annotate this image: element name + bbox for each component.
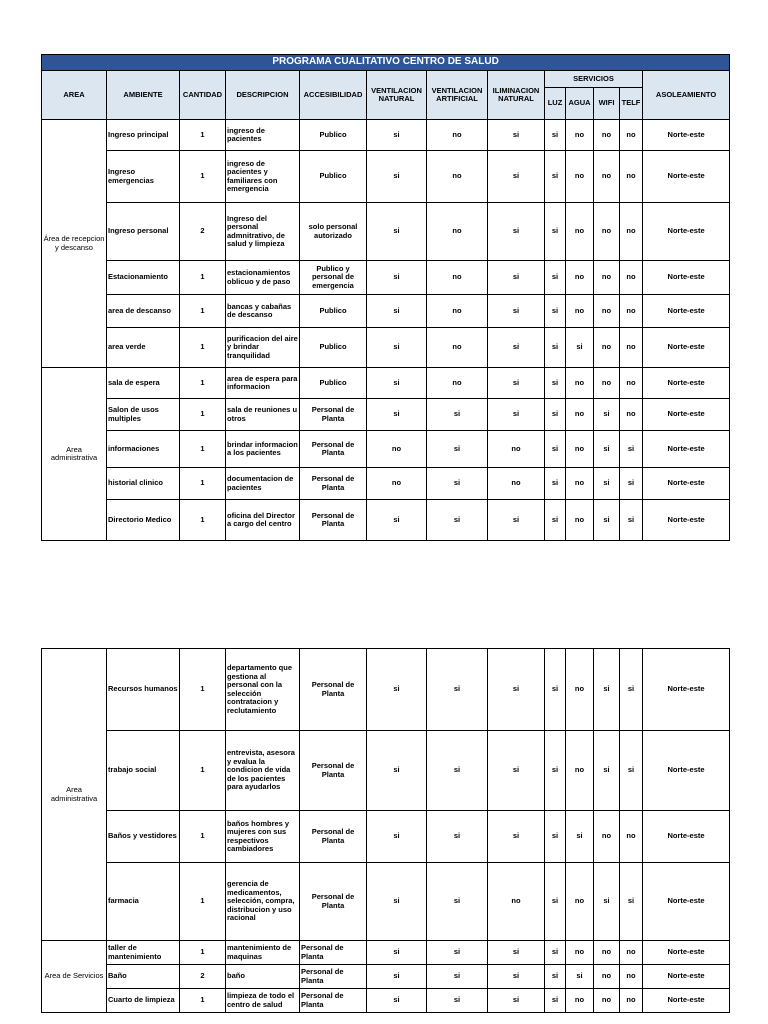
ambiente-cell: Salon de usos multiples bbox=[107, 399, 180, 431]
accesibilidad-cell: Publico bbox=[300, 368, 367, 399]
iluminacion-natural-cell: si bbox=[488, 151, 545, 203]
ventilacion-artificial-cell: si bbox=[427, 863, 488, 941]
descripcion-cell: oficina del Director a cargo del centro bbox=[226, 500, 300, 541]
cantidad-cell: 1 bbox=[180, 811, 226, 863]
agua-cell: si bbox=[566, 811, 594, 863]
asoleamiento-cell: Norte-este bbox=[643, 368, 730, 399]
cantidad-cell: 2 bbox=[180, 965, 226, 989]
accesibilidad-cell: Personal de Planta bbox=[300, 468, 367, 500]
accesibilidad-cell: Publico bbox=[300, 120, 367, 151]
cantidad-cell: 1 bbox=[180, 431, 226, 468]
ventilacion-natural-cell: si bbox=[367, 368, 427, 399]
table-title: PROGRAMA CUALITATIVO CENTRO DE SALUD bbox=[42, 55, 730, 71]
ventilacion-artificial-cell: si bbox=[427, 811, 488, 863]
ventilacion-artificial-cell: no bbox=[427, 368, 488, 399]
header-asoleamiento: ASOLEAMIENTO bbox=[643, 71, 730, 120]
asoleamiento-cell: Norte-este bbox=[643, 295, 730, 328]
asoleamiento-cell: Norte-este bbox=[643, 965, 730, 989]
accesibilidad-cell: Publico bbox=[300, 295, 367, 328]
iluminacion-natural-cell: si bbox=[488, 731, 545, 811]
ventilacion-artificial-cell: no bbox=[427, 261, 488, 295]
luz-cell: si bbox=[545, 500, 566, 541]
asoleamiento-cell: Norte-este bbox=[643, 328, 730, 368]
ambiente-cell: Ingreso emergencias bbox=[107, 151, 180, 203]
telf-cell: si bbox=[620, 731, 643, 811]
cantidad-cell: 1 bbox=[180, 731, 226, 811]
ambiente-cell: Recursos humanos bbox=[107, 649, 180, 731]
iluminacion-natural-cell: si bbox=[488, 261, 545, 295]
ventilacion-natural-cell: si bbox=[367, 151, 427, 203]
luz-cell: si bbox=[545, 811, 566, 863]
ventilacion-artificial-cell: si bbox=[427, 399, 488, 431]
ambiente-cell: Cuarto de limpieza bbox=[107, 989, 180, 1013]
area-cell: Área de recepcion y descanso bbox=[42, 120, 107, 368]
header-ambiente: AMBIENTE bbox=[107, 71, 180, 120]
wifi-cell: si bbox=[594, 863, 620, 941]
ventilacion-natural-cell: si bbox=[367, 203, 427, 261]
wifi-cell: si bbox=[594, 500, 620, 541]
asoleamiento-cell: Norte-este bbox=[643, 120, 730, 151]
cantidad-cell: 1 bbox=[180, 989, 226, 1013]
cantidad-cell: 1 bbox=[180, 500, 226, 541]
table-row bbox=[42, 863, 730, 941]
telf-cell: si bbox=[620, 863, 643, 941]
table-row bbox=[42, 399, 730, 431]
ventilacion-artificial-cell: si bbox=[427, 989, 488, 1013]
iluminacion-natural-cell: si bbox=[488, 500, 545, 541]
telf-cell: no bbox=[620, 368, 643, 399]
ventilacion-natural-cell: si bbox=[367, 863, 427, 941]
ambiente-cell: area verde bbox=[107, 328, 180, 368]
wifi-cell: si bbox=[594, 431, 620, 468]
agua-cell: si bbox=[566, 328, 594, 368]
accesibilidad-cell: Personal de Planta bbox=[300, 863, 367, 941]
accesibilidad-cell: Personal de Planta bbox=[300, 500, 367, 541]
luz-cell: si bbox=[545, 731, 566, 811]
asoleamiento-cell: Norte-este bbox=[643, 151, 730, 203]
descripcion-cell: documentacion de pacientes bbox=[226, 468, 300, 500]
agua-cell: si bbox=[566, 965, 594, 989]
header-telf: TELF bbox=[620, 88, 643, 120]
wifi-cell: si bbox=[594, 468, 620, 500]
asoleamiento-cell: Norte-este bbox=[643, 811, 730, 863]
descripcion-cell: baño bbox=[226, 965, 300, 989]
ambiente-cell: historial clinico bbox=[107, 468, 180, 500]
ambiente-cell: farmacia bbox=[107, 863, 180, 941]
ventilacion-artificial-cell: no bbox=[427, 120, 488, 151]
header-luz: LUZ bbox=[545, 88, 566, 120]
accesibilidad-cell: Personal de Planta bbox=[300, 731, 367, 811]
telf-cell: si bbox=[620, 468, 643, 500]
telf-cell: no bbox=[620, 989, 643, 1013]
table-row bbox=[42, 120, 730, 151]
wifi-cell: no bbox=[594, 328, 620, 368]
header-area: AREA bbox=[42, 71, 107, 120]
ventilacion-artificial-cell: si bbox=[427, 965, 488, 989]
telf-cell: no bbox=[620, 941, 643, 965]
iluminacion-natural-cell: si bbox=[488, 203, 545, 261]
ventilacion-artificial-cell: no bbox=[427, 203, 488, 261]
descripcion-cell: purificacion del aire y brindar tranquilidad bbox=[226, 328, 300, 368]
cantidad-cell: 1 bbox=[180, 151, 226, 203]
luz-cell: si bbox=[545, 863, 566, 941]
ventilacion-natural-cell: no bbox=[367, 431, 427, 468]
telf-cell: no bbox=[620, 328, 643, 368]
accesibilidad-cell: Personal de Planta bbox=[300, 811, 367, 863]
ventilacion-natural-cell: no bbox=[367, 468, 427, 500]
header-ventilacion-natural: VENTILACION NATURAL bbox=[367, 71, 427, 120]
asoleamiento-cell: Norte-este bbox=[643, 431, 730, 468]
descripcion-cell: area de espera para informacion bbox=[226, 368, 300, 399]
descripcion-cell: departamento que gestiona al personal con la selección contratacion y reclutamiento bbox=[226, 649, 300, 731]
table-1-body bbox=[42, 120, 730, 541]
wifi-cell: no bbox=[594, 203, 620, 261]
accesibilidad-cell: solo personal autorizado bbox=[300, 203, 367, 261]
table-row bbox=[42, 368, 730, 399]
asoleamiento-cell: Norte-este bbox=[643, 399, 730, 431]
luz-cell: si bbox=[545, 649, 566, 731]
ventilacion-natural-cell: si bbox=[367, 989, 427, 1013]
iluminacion-natural-cell: si bbox=[488, 941, 545, 965]
table-row bbox=[42, 649, 730, 731]
luz-cell: si bbox=[545, 120, 566, 151]
luz-cell: si bbox=[545, 941, 566, 965]
descripcion-cell: gerencia de medicamentos, selección, compra, distribucion y uso racional bbox=[226, 863, 300, 941]
programa-table-2 bbox=[41, 648, 730, 1013]
accesibilidad-cell: Personal de Planta bbox=[300, 649, 367, 731]
cantidad-cell: 2 bbox=[180, 203, 226, 261]
ambiente-cell: area de descanso bbox=[107, 295, 180, 328]
iluminacion-natural-cell: si bbox=[488, 120, 545, 151]
header-agua: AGUA bbox=[566, 88, 594, 120]
ambiente-cell: informaciones bbox=[107, 431, 180, 468]
luz-cell: si bbox=[545, 151, 566, 203]
ventilacion-artificial-cell: si bbox=[427, 731, 488, 811]
iluminacion-natural-cell: si bbox=[488, 811, 545, 863]
ambiente-cell: Ingreso personal bbox=[107, 203, 180, 261]
wifi-cell: no bbox=[594, 965, 620, 989]
agua-cell: no bbox=[566, 649, 594, 731]
ventilacion-artificial-cell: no bbox=[427, 151, 488, 203]
table-row bbox=[42, 261, 730, 295]
ambiente-cell: Estacionamiento bbox=[107, 261, 180, 295]
descripcion-cell: Ingreso del personal admnitrativo, de salud y limpieza bbox=[226, 203, 300, 261]
ventilacion-artificial-cell: si bbox=[427, 941, 488, 965]
wifi-cell: si bbox=[594, 399, 620, 431]
ventilacion-natural-cell: si bbox=[367, 941, 427, 965]
table-row bbox=[42, 500, 730, 541]
ventilacion-artificial-cell: si bbox=[427, 468, 488, 500]
programa-table-1 bbox=[41, 54, 730, 541]
luz-cell: si bbox=[545, 368, 566, 399]
luz-cell: si bbox=[545, 295, 566, 328]
asoleamiento-cell: Norte-este bbox=[643, 500, 730, 541]
telf-cell: no bbox=[620, 399, 643, 431]
table-row bbox=[42, 731, 730, 811]
header-iluminacion-natural: ILIMINACION NATURAL bbox=[488, 71, 545, 120]
wifi-cell: si bbox=[594, 731, 620, 811]
cantidad-cell: 1 bbox=[180, 649, 226, 731]
header-cantidad: CANTIDAD bbox=[180, 71, 226, 120]
table-row bbox=[42, 203, 730, 261]
cantidad-cell: 1 bbox=[180, 328, 226, 368]
wifi-cell: no bbox=[594, 120, 620, 151]
asoleamiento-cell: Norte-este bbox=[643, 863, 730, 941]
agua-cell: no bbox=[566, 120, 594, 151]
cantidad-cell: 1 bbox=[180, 863, 226, 941]
asoleamiento-cell: Norte-este bbox=[643, 731, 730, 811]
ambiente-cell: sala de espera bbox=[107, 368, 180, 399]
luz-cell: si bbox=[545, 203, 566, 261]
luz-cell: si bbox=[545, 399, 566, 431]
ambiente-cell: Directorio Medico bbox=[107, 500, 180, 541]
accesibilidad-cell: Publico bbox=[300, 151, 367, 203]
asoleamiento-cell: Norte-este bbox=[643, 989, 730, 1013]
ventilacion-natural-cell: si bbox=[367, 328, 427, 368]
ventilacion-artificial-cell: si bbox=[427, 431, 488, 468]
iluminacion-natural-cell: no bbox=[488, 863, 545, 941]
ventilacion-natural-cell: si bbox=[367, 811, 427, 863]
accesibilidad-cell: Publico y personal de emergencia bbox=[300, 261, 367, 295]
iluminacion-natural-cell: si bbox=[488, 965, 545, 989]
asoleamiento-cell: Norte-este bbox=[643, 203, 730, 261]
telf-cell: no bbox=[620, 120, 643, 151]
descripcion-cell: ingreso de pacientes y familiares con emergencia bbox=[226, 151, 300, 203]
accesibilidad-cell: Publico bbox=[300, 328, 367, 368]
descripcion-cell: ingreso de pacientes bbox=[226, 120, 300, 151]
iluminacion-natural-cell: si bbox=[488, 649, 545, 731]
wifi-cell: no bbox=[594, 151, 620, 203]
ventilacion-natural-cell: si bbox=[367, 295, 427, 328]
descripcion-cell: baños hombres y mujeres con sus respectivos cambiadores bbox=[226, 811, 300, 863]
telf-cell: no bbox=[620, 965, 643, 989]
header-accesibilidad: ACCESIBILIDAD bbox=[300, 71, 367, 120]
ambiente-cell: Baño bbox=[107, 965, 180, 989]
ventilacion-artificial-cell: no bbox=[427, 295, 488, 328]
luz-cell: si bbox=[545, 328, 566, 368]
area-cell: Area administrativa bbox=[42, 368, 107, 541]
table-row bbox=[42, 468, 730, 500]
iluminacion-natural-cell: si bbox=[488, 368, 545, 399]
iluminacion-natural-cell: no bbox=[488, 468, 545, 500]
wifi-cell: no bbox=[594, 941, 620, 965]
ventilacion-natural-cell: si bbox=[367, 399, 427, 431]
agua-cell: no bbox=[566, 399, 594, 431]
ventilacion-natural-cell: si bbox=[367, 649, 427, 731]
ventilacion-natural-cell: si bbox=[367, 500, 427, 541]
telf-cell: no bbox=[620, 151, 643, 203]
cantidad-cell: 1 bbox=[180, 468, 226, 500]
table-row bbox=[42, 811, 730, 863]
ventilacion-natural-cell: si bbox=[367, 261, 427, 295]
ambiente-cell: Ingreso principal bbox=[107, 120, 180, 151]
descripcion-cell: entrevista, asesora y evalua la condicion de vida de los pacientes para ayudarlos bbox=[226, 731, 300, 811]
descripcion-cell: estacionamientos oblicuo y de paso bbox=[226, 261, 300, 295]
iluminacion-natural-cell: si bbox=[488, 399, 545, 431]
ventilacion-natural-cell: si bbox=[367, 120, 427, 151]
agua-cell: no bbox=[566, 431, 594, 468]
cantidad-cell: 1 bbox=[180, 399, 226, 431]
table-row bbox=[42, 989, 730, 1013]
iluminacion-natural-cell: si bbox=[488, 989, 545, 1013]
telf-cell: si bbox=[620, 649, 643, 731]
agua-cell: no bbox=[566, 863, 594, 941]
telf-cell: no bbox=[620, 203, 643, 261]
agua-cell: no bbox=[566, 731, 594, 811]
asoleamiento-cell: Norte-este bbox=[643, 941, 730, 965]
wifi-cell: no bbox=[594, 989, 620, 1013]
ventilacion-natural-cell: si bbox=[367, 731, 427, 811]
wifi-cell: si bbox=[594, 649, 620, 731]
area-cell: Area de Servicios bbox=[42, 941, 107, 1013]
accesibilidad-cell: Personal de Planta bbox=[300, 431, 367, 468]
asoleamiento-cell: Norte-este bbox=[643, 649, 730, 731]
asoleamiento-cell: Norte-este bbox=[643, 261, 730, 295]
header-ventilacion-artificial: VENTILACION ARTIFICIAL bbox=[427, 71, 488, 120]
asoleamiento-cell: Norte-este bbox=[643, 468, 730, 500]
iluminacion-natural-cell: si bbox=[488, 295, 545, 328]
cantidad-cell: 1 bbox=[180, 295, 226, 328]
descripcion-cell: limpieza de todo el centro de salud bbox=[226, 989, 300, 1013]
luz-cell: si bbox=[545, 261, 566, 295]
ventilacion-natural-cell: si bbox=[367, 965, 427, 989]
table-2-body bbox=[42, 649, 730, 1013]
descripcion-cell: mantenimiento de maquinas bbox=[226, 941, 300, 965]
agua-cell: no bbox=[566, 203, 594, 261]
area-cell: Area administrativa bbox=[42, 649, 107, 941]
table-row bbox=[42, 431, 730, 468]
wifi-cell: no bbox=[594, 295, 620, 328]
ventilacion-artificial-cell: si bbox=[427, 649, 488, 731]
telf-cell: no bbox=[620, 811, 643, 863]
luz-cell: si bbox=[545, 989, 566, 1013]
telf-cell: si bbox=[620, 500, 643, 541]
agua-cell: no bbox=[566, 151, 594, 203]
agua-cell: no bbox=[566, 941, 594, 965]
agua-cell: no bbox=[566, 989, 594, 1013]
agua-cell: no bbox=[566, 500, 594, 541]
wifi-cell: no bbox=[594, 368, 620, 399]
header-servicios: SERVICIOS bbox=[545, 71, 643, 88]
accesibilidad-cell: Personal de Planta bbox=[300, 941, 367, 965]
agua-cell: no bbox=[566, 468, 594, 500]
ambiente-cell: trabajo social bbox=[107, 731, 180, 811]
header-descripcion: DESCRIPCION bbox=[226, 71, 300, 120]
cantidad-cell: 1 bbox=[180, 120, 226, 151]
descripcion-cell: bancas y cabañas de descanso bbox=[226, 295, 300, 328]
ambiente-cell: Baños y vestidores bbox=[107, 811, 180, 863]
table-row bbox=[42, 941, 730, 965]
table-row bbox=[42, 295, 730, 328]
table-row bbox=[42, 965, 730, 989]
telf-cell: no bbox=[620, 295, 643, 328]
wifi-cell: no bbox=[594, 261, 620, 295]
cantidad-cell: 1 bbox=[180, 941, 226, 965]
table-row bbox=[42, 151, 730, 203]
luz-cell: si bbox=[545, 965, 566, 989]
wifi-cell: no bbox=[594, 811, 620, 863]
cantidad-cell: 1 bbox=[180, 261, 226, 295]
ventilacion-artificial-cell: no bbox=[427, 328, 488, 368]
cantidad-cell: 1 bbox=[180, 368, 226, 399]
iluminacion-natural-cell: si bbox=[488, 328, 545, 368]
telf-cell: si bbox=[620, 431, 643, 468]
agua-cell: no bbox=[566, 295, 594, 328]
accesibilidad-cell: Personal de Planta bbox=[300, 989, 367, 1013]
accesibilidad-cell: Personal de Planta bbox=[300, 965, 367, 989]
descripcion-cell: sala de reuniones u otros bbox=[226, 399, 300, 431]
luz-cell: si bbox=[545, 431, 566, 468]
telf-cell: no bbox=[620, 261, 643, 295]
agua-cell: no bbox=[566, 368, 594, 399]
ventilacion-artificial-cell: si bbox=[427, 500, 488, 541]
luz-cell: si bbox=[545, 468, 566, 500]
table-row bbox=[42, 328, 730, 368]
descripcion-cell: brindar informacion a los pacientes bbox=[226, 431, 300, 468]
iluminacion-natural-cell: no bbox=[488, 431, 545, 468]
agua-cell: no bbox=[566, 261, 594, 295]
header-wifi: WIFI bbox=[594, 88, 620, 120]
accesibilidad-cell: Personal de Planta bbox=[300, 399, 367, 431]
ambiente-cell: taller de mantenimiento bbox=[107, 941, 180, 965]
